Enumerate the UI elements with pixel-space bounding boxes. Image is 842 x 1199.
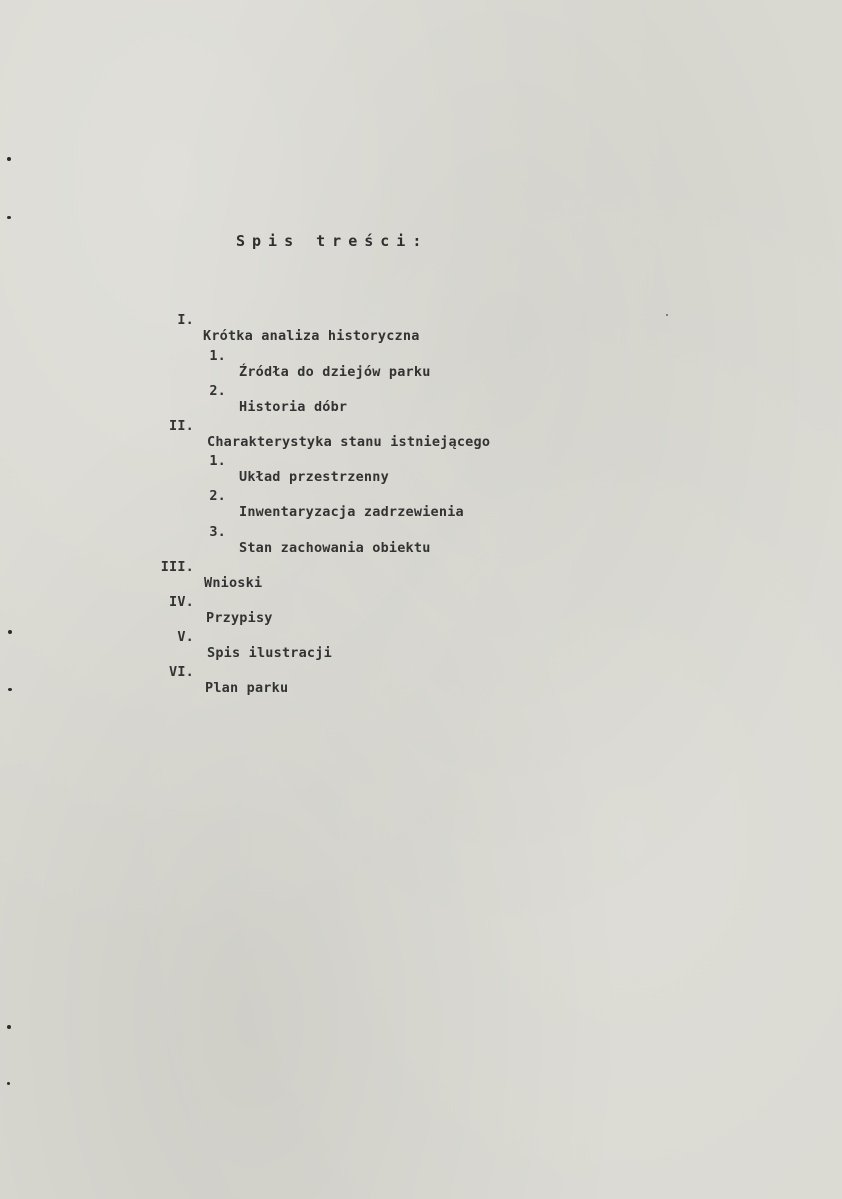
toc-entry-text: Krótka analiza historyczna bbox=[203, 328, 420, 344]
toc-entry-text: Inwentaryzacja zadrzewienia bbox=[239, 504, 464, 520]
toc-entry-number: 1. bbox=[209, 348, 226, 364]
toc-entry-number: I. bbox=[177, 312, 194, 328]
toc-entry-text: Plan parku bbox=[205, 680, 289, 696]
toc-entry-number: V. bbox=[177, 629, 194, 645]
toc-entry-text: Historia dóbr bbox=[239, 399, 348, 415]
page-title: Spis treści: bbox=[236, 232, 429, 250]
punch-mark bbox=[7, 1025, 11, 1029]
speck bbox=[666, 314, 668, 316]
toc-entry-number: VI. bbox=[169, 664, 194, 680]
toc-entry-number: 1. bbox=[209, 453, 226, 469]
toc-entry-text: Układ przestrzenny bbox=[239, 469, 389, 485]
toc-entry-text: Stan zachowania obiektu bbox=[239, 540, 431, 556]
toc-entry-text: Wnioski bbox=[204, 575, 263, 591]
toc-entry-text: Charakterystyka stanu istniejącego bbox=[207, 434, 491, 450]
toc-entry-text: Źródła do dziejów parku bbox=[239, 364, 431, 380]
toc-entry-number: IV. bbox=[169, 594, 194, 610]
toc-entry-number: III. bbox=[160, 559, 194, 575]
toc-entry-text: Spis ilustracji bbox=[207, 645, 332, 661]
toc-entry-number: 3. bbox=[209, 524, 226, 540]
punch-mark bbox=[7, 157, 11, 161]
punch-mark bbox=[7, 216, 11, 219]
toc-entry-number: 2. bbox=[209, 383, 226, 399]
toc-entry-text: Przypisy bbox=[206, 610, 273, 626]
toc-entry-number: II. bbox=[169, 418, 194, 434]
punch-mark bbox=[7, 1082, 10, 1085]
toc-entry-number: 2. bbox=[209, 488, 226, 504]
